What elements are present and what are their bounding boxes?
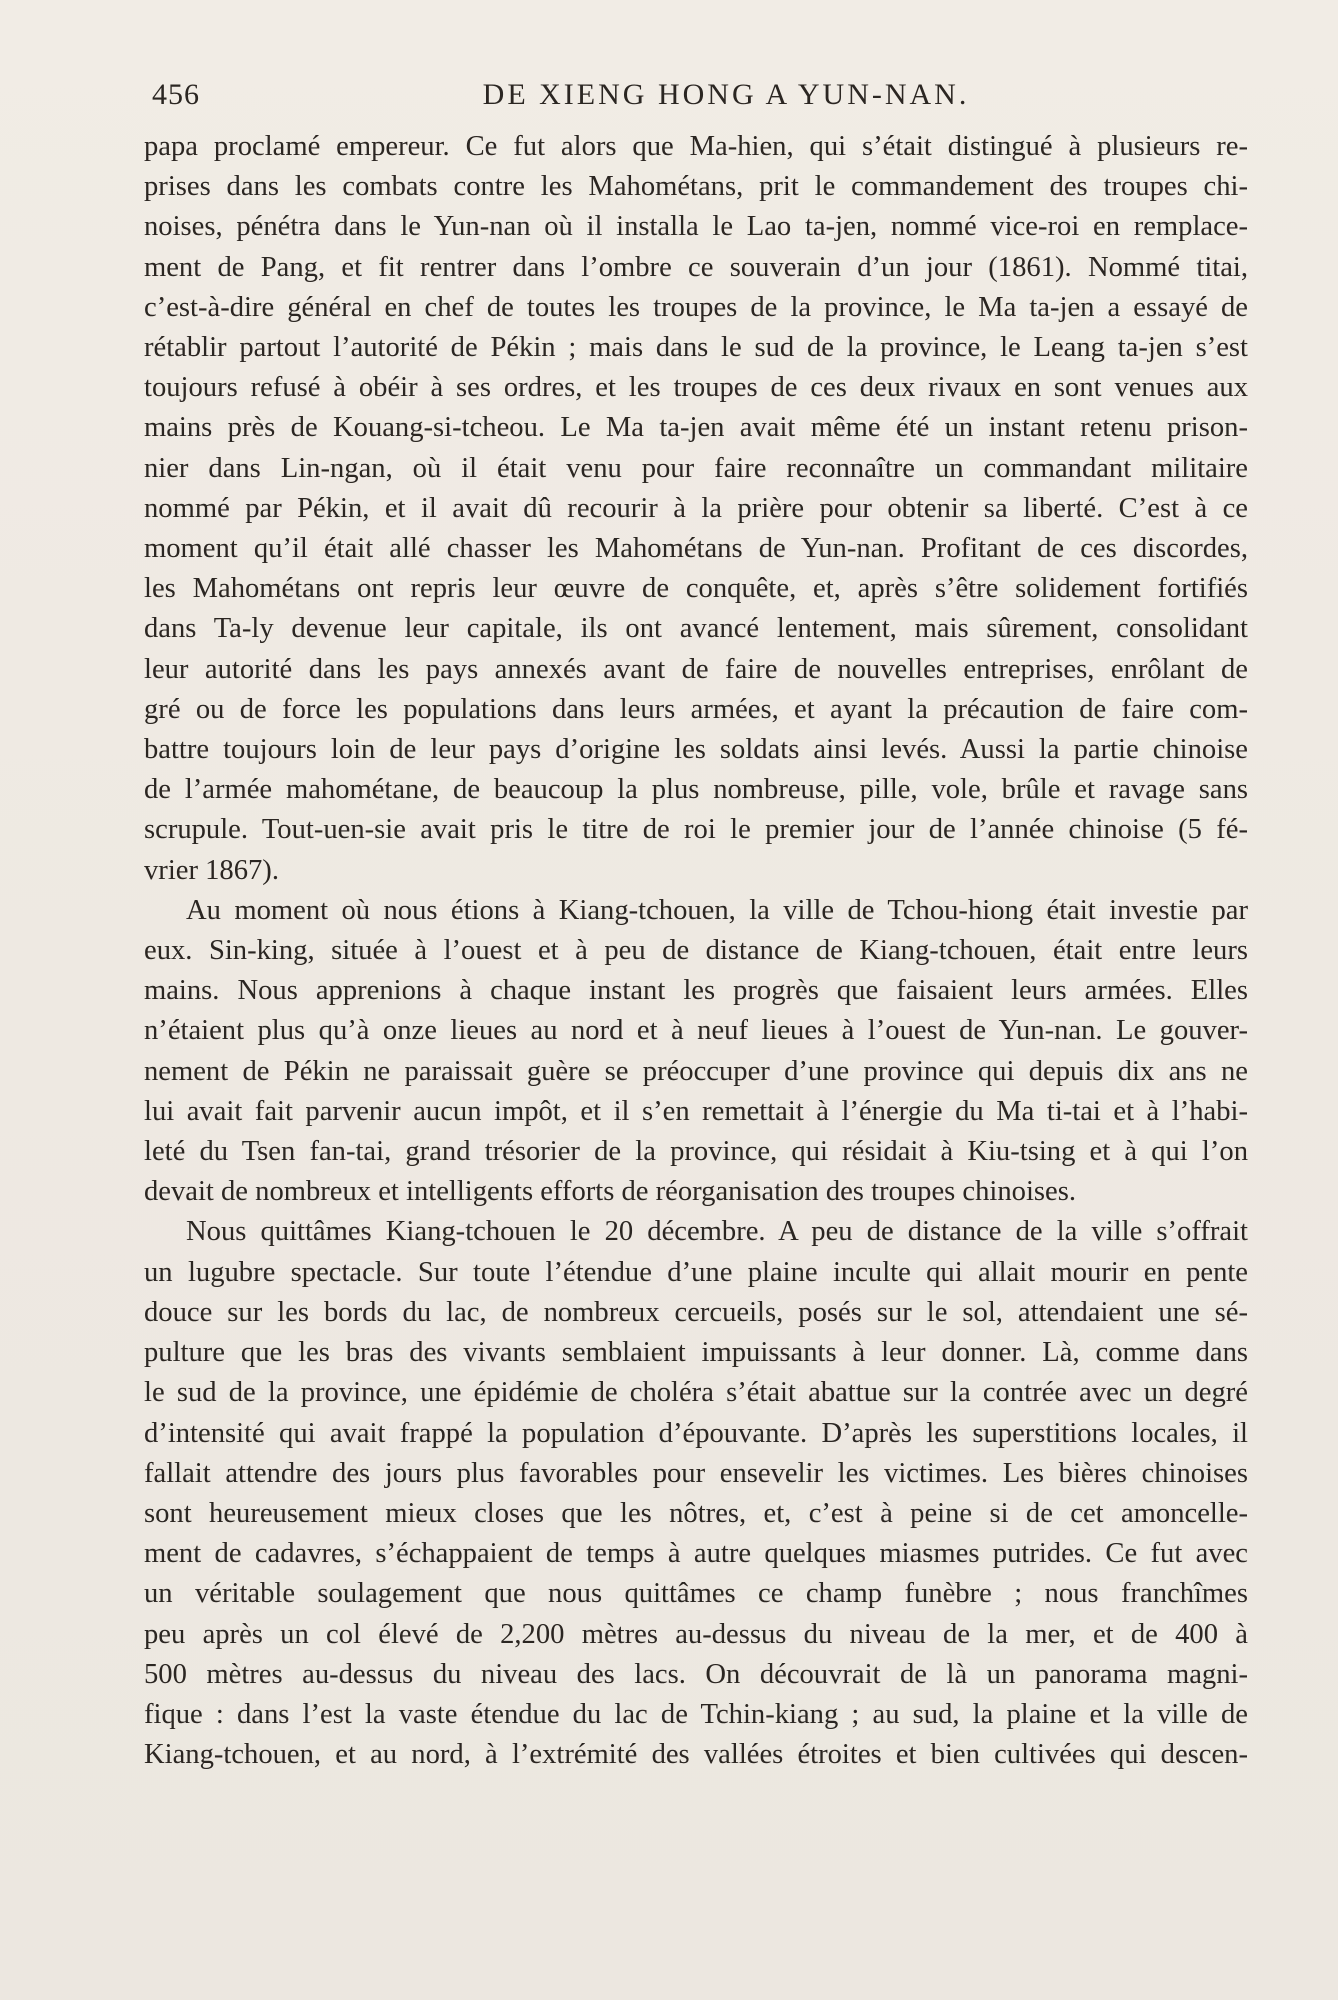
text-line: noises, pénétra dans le Yun-nan où il installa le Lao ta-jen, nommé vice-roi en remplace-: [144, 211, 1248, 243]
text-line: fallait attendre des jours plus favorables pour ensevelir les victimes. Les bières chinoises: [144, 1457, 1248, 1489]
text-line: moment qu’il était allé chasser les Mahométans de Yun-nan. Profitant de ces discordes,: [144, 533, 1248, 565]
text-line: Au moment où nous étions à Kiang-tchouen, la ville de Tchou-hiong était investie par: [186, 894, 1248, 926]
text-line: nement de Pékin ne paraissait guère se préoccuper d’une province qui depuis dix ans ne: [144, 1055, 1248, 1087]
running-title: DE XIENG HONG A YUN-NAN.: [482, 78, 970, 111]
text-line: le sud de la province, une épidémie de choléra s’était abattue sur la contrée avec un degré: [144, 1377, 1248, 1409]
text-line: sont heureusement mieux closes que les nôtres, et, c’est à peine si de cet amoncelle-: [144, 1497, 1248, 1529]
text-line: dans Ta-ly devenue leur capitale, ils ont avancé lentement, mais sûrement, consolidant: [144, 613, 1248, 645]
text-line: mains près de Kouang-si-tcheou. Le Ma ta-jen avait même été un instant retenu prison-: [144, 412, 1248, 444]
text-line: fique : dans l’est la vaste étendue du lac de Tchin-kiang ; au sud, la plaine et la ville de: [144, 1698, 1248, 1730]
text-line: peu après un col élevé de 2,200 mètres au-dessus du niveau de la mer, et de 400 à: [144, 1618, 1248, 1650]
page-number: 456: [152, 78, 200, 111]
body-text: [144, 127, 1248, 1775]
text-line: un véritable soulagement que nous quittâmes ce champ funèbre ; nous franchîmes: [144, 1578, 1248, 1610]
text-line: Nous quittâmes Kiang-tchouen le 20 décembre. A peu de distance de la ville s’offrait: [186, 1216, 1248, 1248]
text-line: un lugubre spectacle. Sur toute l’étendue d’une plaine inculte qui allait mourir en pente: [144, 1256, 1248, 1288]
paragraph-1: [144, 127, 1248, 891]
paragraph-2: [144, 891, 1248, 1213]
text-line: mains. Nous apprenions à chaque instant les progrès que faisaient leurs armées. Elles: [144, 975, 1248, 1007]
text-line: de l’armée mahométane, de beaucoup la plus nombreuse, pille, vole, brûle et ravage sans: [144, 774, 1248, 806]
text-line: c’est-à-dire général en chef de toutes les troupes de la province, le Ma ta-jen a essayé de: [144, 291, 1248, 323]
paragraph-3: [144, 1212, 1248, 1775]
text-line: scrupule. Tout-uen-sie avait pris le titre de roi le premier jour de l’année chinoise (5 fé-: [144, 814, 1248, 846]
text-line: devait de nombreux et intelligents efforts de réorganisation des troupes chinoises.: [144, 1176, 1076, 1208]
text-line: n’étaient plus qu’à onze lieues au nord et à neuf lieues à l’ouest de Yun-nan. Le gouver-: [144, 1015, 1248, 1047]
text-line: battre toujours loin de leur pays d’origine les soldats ainsi levés. Aussi la partie chinoise: [144, 734, 1248, 766]
text-line: douce sur les bords du lac, de nombreux cercueils, posés sur le sol, attendaient une sé-: [144, 1296, 1248, 1328]
text-line: gré ou de force les populations dans leurs armées, et ayant la précaution de faire com-: [144, 693, 1248, 725]
text-line: leté du Tsen fan-tai, grand trésorier de la province, qui résidait à Kiu-tsing et à qui l’on: [144, 1136, 1248, 1168]
text-line: 500 mètres au-dessus du niveau des lacs. On découvrait de là un panorama magni-: [144, 1658, 1248, 1690]
text-line: nommé par Pékin, et il avait dû recourir à la prière pour obtenir sa liberté. C’est à ce: [144, 492, 1248, 524]
text-line: ment de Pang, et fit rentrer dans l’ombre ce souverain d’un jour (1861). Nommé titai,: [144, 251, 1248, 283]
text-line: papa proclamé empereur. Ce fut alors que Ma-hien, qui s’était distingué à plusieurs re-: [144, 131, 1248, 162]
text-line: pulture que les bras des vivants semblaient impuissants à leur donner. Là, comme dans: [144, 1337, 1248, 1369]
text-line: eux. Sin-king, située à l’ouest et à peu de distance de Kiang-tchouen, était entre leurs: [144, 935, 1248, 967]
text-line: Kiang-tchouen, et au nord, à l’extrémité des vallées étroites et bien cultivées qui descen-: [144, 1739, 1248, 1771]
text-line: vrier 1867).: [144, 854, 279, 886]
text-line: les Mahométans ont repris leur œuvre de conquête, et, après s’être solidement fortifiés: [144, 573, 1248, 605]
text-line: prises dans les combats contre les Mahométans, prit le commandement des troupes chi-: [144, 171, 1248, 203]
text-line: toujours refusé à obéir à ses ordres, et les troupes de ces deux rivaux en sont venues aux: [144, 372, 1248, 404]
text-line: ment de cadavres, s’échappaient de temps à autre quelques miasmes putrides. Ce fut avec: [144, 1538, 1248, 1570]
text-line: nier dans Lin-ngan, où il était venu pour faire reconnaître un commandant militaire: [144, 452, 1248, 484]
text-line: rétablir partout l’autorité de Pékin ; mais dans le sud de la province, le Leang ta-jen s’est: [144, 332, 1248, 364]
text-line: d’intensité qui avait frappé la population d’épouvante. D’après les superstitions locales, il: [144, 1417, 1248, 1449]
page-header: [152, 78, 1240, 114]
text-line: leur autorité dans les pays annexés avant de faire de nouvelles entreprises, enrôlant de: [144, 653, 1248, 685]
text-line: lui avait fait parvenir aucun impôt, et il s’en remettait à l’énergie du Ma ti-tai et à l’habi-: [144, 1095, 1248, 1127]
